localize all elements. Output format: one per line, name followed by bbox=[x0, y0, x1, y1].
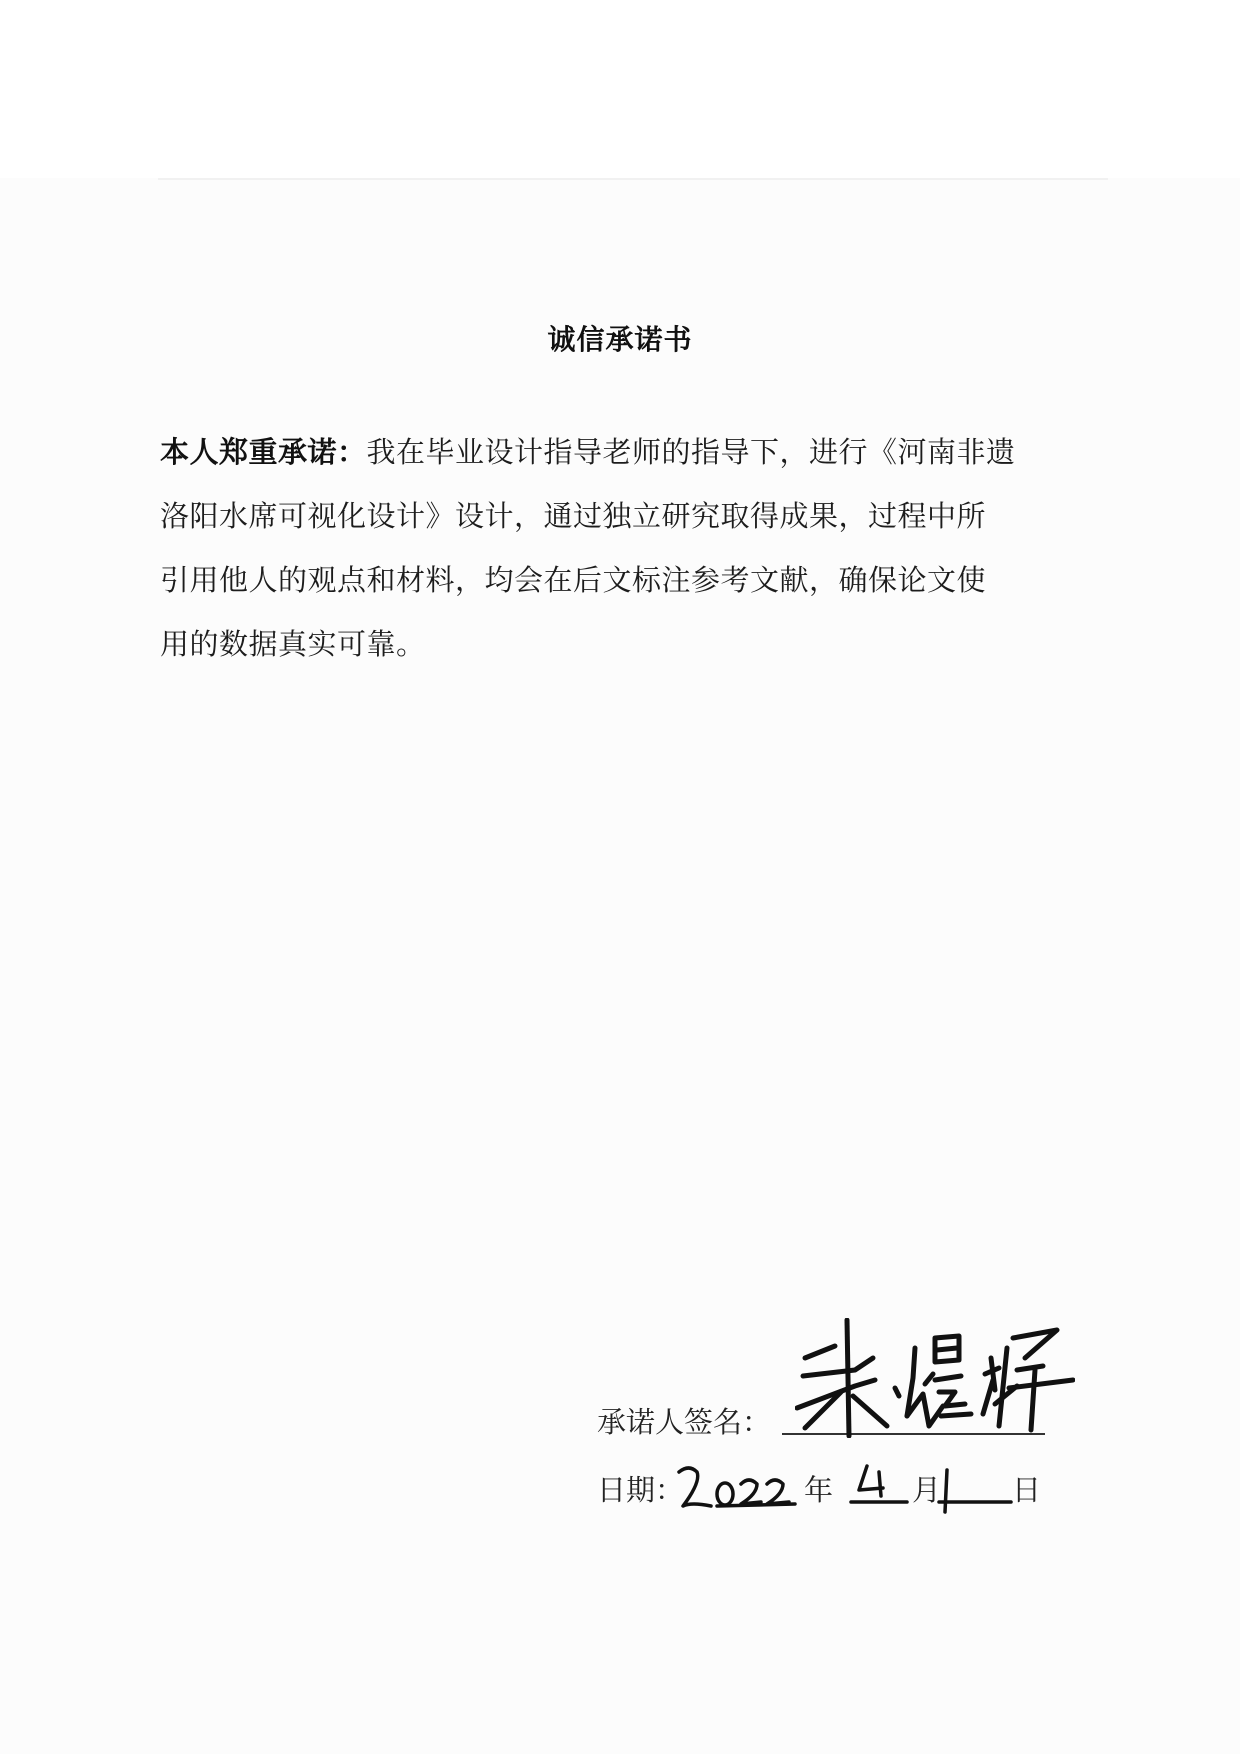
month-unit: 月 bbox=[912, 1473, 942, 1507]
paragraph-line-1 bbox=[160, 420, 1080, 484]
day-unit: 日 bbox=[1012, 1473, 1042, 1507]
paragraph-line-4: 用的数据真实可靠。 bbox=[160, 627, 426, 661]
handwritten-month bbox=[849, 1462, 911, 1516]
handwritten-day bbox=[937, 1462, 1013, 1520]
year-unit: 年 bbox=[804, 1473, 834, 1507]
scanned-page-area bbox=[0, 178, 1240, 1754]
handwritten-signature bbox=[795, 1318, 1075, 1438]
pledge-lead: 本人郑重承诺： bbox=[160, 435, 367, 469]
date-label: 日期： bbox=[597, 1473, 685, 1507]
document-title: 诚信承诺书 bbox=[547, 323, 693, 356]
paragraph-line-text: 我在毕业设计指导老师的指导下，进行《河南非遗 bbox=[366, 435, 1016, 469]
paragraph-line-3: 引用他人的观点和材料，均会在后文标注参考文献，确保论文使 bbox=[160, 563, 987, 597]
handwritten-year bbox=[675, 1462, 805, 1516]
paragraph-line-2: 洛阳水席可视化设计》设计，通过独立研究取得成果，过程中所 bbox=[160, 499, 987, 533]
page-top-edge bbox=[158, 178, 1108, 180]
signature-label: 承诺人签名： bbox=[597, 1405, 772, 1439]
pledge-paragraph bbox=[160, 420, 1080, 676]
